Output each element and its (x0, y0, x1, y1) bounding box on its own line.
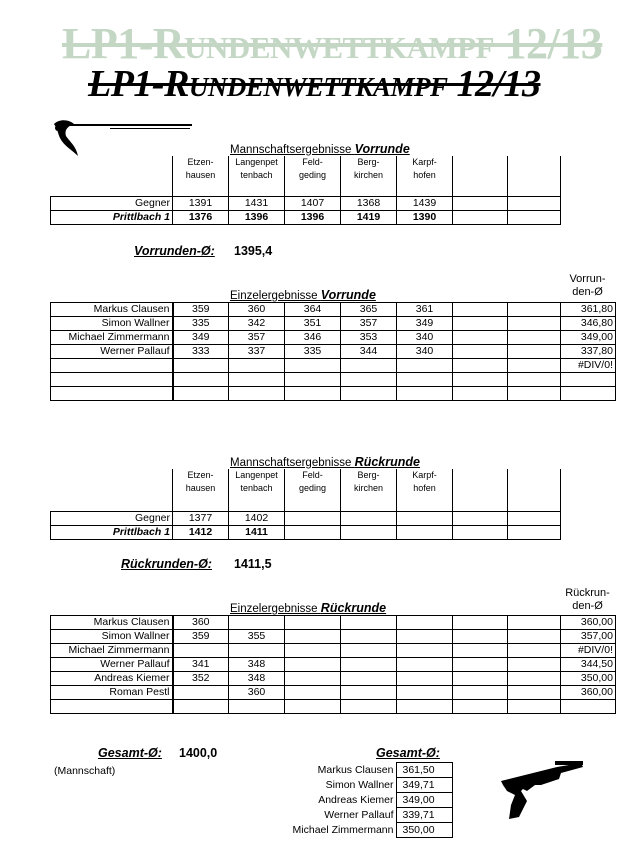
score-cell (397, 373, 453, 387)
rueckrunde-team-heading: Mannschaftsergebnisse Rückrunde (230, 455, 420, 469)
score-cell (173, 373, 229, 387)
shooter-name: Markus Clausen (51, 616, 173, 630)
team-header: Feld- geding (285, 469, 341, 511)
rueckrunde-ind-table (50, 615, 616, 714)
table-row (51, 644, 616, 658)
score-cell (285, 672, 341, 686)
avg-cell: 349,71 (396, 778, 452, 793)
score-cell: 340 (397, 331, 453, 345)
shooter-name: Werner Pallauf (51, 658, 173, 672)
logo-line (62, 124, 192, 126)
empty-cell (453, 630, 508, 644)
table-row (51, 317, 616, 331)
score-cell (285, 387, 341, 401)
avg-cell: 350,00 (561, 672, 616, 686)
team-header: Etzen- hausen (173, 469, 229, 511)
team-header: Feld- geding (285, 156, 341, 196)
score-cell (341, 700, 397, 714)
score-cell (173, 359, 229, 373)
team-header: Etzen- hausen (173, 156, 229, 196)
avg-cell: #DIV/0! (561, 359, 616, 373)
row-label: Prittlbach 1 (51, 525, 173, 539)
shooter-name: Simon Wallner (325, 778, 394, 791)
table-row (51, 345, 616, 359)
score-cell: 1377 (173, 511, 229, 525)
vorrunde-team-table (50, 156, 561, 225)
score-cell (397, 359, 453, 373)
score-cell (285, 359, 341, 373)
score-cell: 335 (285, 345, 341, 359)
score-cell: 360 (229, 686, 285, 700)
score-cell (229, 359, 285, 373)
score-cell (229, 644, 285, 658)
score-cell (285, 630, 341, 644)
score-cell (341, 686, 397, 700)
score-cell: 335 (173, 317, 229, 331)
empty-cell (453, 303, 508, 317)
score-cell (285, 700, 341, 714)
table-row (51, 630, 616, 644)
empty-cell (508, 630, 561, 644)
vorrunde-ind-heading: Einzelergebnisse Vorrunde (230, 288, 376, 302)
score-cell: 344 (341, 345, 397, 359)
shooter-name: Michael Zimmermann (292, 823, 394, 836)
score-cell (341, 511, 397, 525)
score-cell: 359 (173, 303, 229, 317)
table-row (278, 823, 452, 838)
table-row (278, 793, 452, 808)
air-pistol-icon (497, 755, 587, 825)
table-row (51, 511, 561, 525)
vorrunde-avg-label: Vorrunden-Ø: (134, 244, 215, 258)
table-row (51, 686, 616, 700)
score-cell: 359 (173, 630, 229, 644)
shooter-name (51, 387, 173, 401)
score-cell (173, 686, 229, 700)
empty-cell (508, 672, 561, 686)
score-cell (229, 387, 285, 401)
score-cell: 1407 (285, 196, 341, 210)
avg-cell: 361,50 (396, 763, 452, 778)
score-cell (173, 700, 229, 714)
vorrunde-avg-value: 1395,4 (234, 244, 273, 258)
shooter-name (51, 359, 173, 373)
avg-cell: 360,00 (561, 616, 616, 630)
score-cell: 340 (397, 345, 453, 359)
shooter-name: Simon Wallner (51, 630, 173, 644)
rueckrunde-avg-value: 1411,5 (234, 557, 272, 571)
score-cell (341, 672, 397, 686)
logo-line (110, 128, 190, 129)
score-cell (397, 630, 453, 644)
score-cell (285, 616, 341, 630)
score-cell (173, 387, 229, 401)
avg-cell: 344,50 (561, 658, 616, 672)
avg-cell: #DIV/0! (561, 644, 616, 658)
empty-cell (453, 331, 508, 345)
score-cell: 346 (285, 331, 341, 345)
score-cell: 1376 (173, 210, 229, 224)
score-cell (397, 672, 453, 686)
table-row (278, 808, 452, 823)
score-cell: 1412 (173, 525, 229, 539)
score-cell: 348 (229, 658, 285, 672)
rueckrunde-team-table (50, 469, 561, 540)
score-cell (397, 658, 453, 672)
score-cell (397, 616, 453, 630)
score-cell (285, 373, 341, 387)
rueckrunde-avg-header: Rückrun- den-Ø (565, 587, 610, 612)
table-row (51, 616, 616, 630)
shooter-name: Michael Zimmermann (51, 331, 173, 345)
score-cell: 337 (229, 345, 285, 359)
avg-cell: 346,80 (561, 317, 616, 331)
team-header: Langenpet tenbach (229, 156, 285, 196)
empty-cell (508, 317, 561, 331)
page-title: LP1-Rundenwettkampf 12/13 (88, 63, 541, 105)
shooter-name: Markus Clausen (317, 763, 394, 776)
score-cell (341, 359, 397, 373)
score-cell (397, 686, 453, 700)
score-cell: 360 (229, 303, 285, 317)
table-row (51, 210, 561, 224)
shooter-name: Roman Pestl (51, 686, 173, 700)
table-row (51, 525, 561, 539)
avg-cell: 337,80 (561, 345, 616, 359)
score-cell: 357 (229, 331, 285, 345)
empty-cell (453, 686, 508, 700)
table-row (51, 373, 616, 387)
avg-cell: 360,00 (561, 686, 616, 700)
score-cell (285, 644, 341, 658)
empty-cell (508, 359, 561, 373)
empty-cell (453, 345, 508, 359)
empty-cell (453, 700, 508, 714)
score-cell (173, 644, 229, 658)
score-cell: 349 (173, 331, 229, 345)
score-cell (341, 630, 397, 644)
shooter-name: Andreas Kiemer (51, 672, 173, 686)
score-cell (341, 658, 397, 672)
score-cell: 349 (397, 317, 453, 331)
score-cell (229, 616, 285, 630)
score-cell: 1439 (397, 196, 453, 210)
score-cell: 1368 (341, 196, 397, 210)
score-cell (341, 616, 397, 630)
table-row (51, 387, 616, 401)
avg-cell: 350,00 (396, 823, 452, 838)
empty-cell (508, 686, 561, 700)
team-header: Berg- kirchen (341, 156, 397, 196)
score-cell (285, 525, 341, 539)
score-cell: 1390 (397, 210, 453, 224)
shooter-name: Michael Zimmermann (51, 644, 173, 658)
score-cell (397, 525, 453, 539)
table-row (51, 303, 616, 317)
score-cell: 351 (285, 317, 341, 331)
shooter-name: Simon Wallner (51, 317, 173, 331)
empty-cell (453, 658, 508, 672)
score-cell: 1396 (285, 210, 341, 224)
gesamt-ind-table (278, 762, 453, 838)
rueckrunde-avg-label: Rückrunden-Ø: (121, 557, 212, 571)
score-cell: 355 (229, 630, 285, 644)
team-header: Karpf- hofen (397, 469, 453, 511)
score-cell (229, 700, 285, 714)
empty-cell (508, 331, 561, 345)
score-cell (397, 700, 453, 714)
team-header: Berg- kirchen (341, 469, 397, 511)
title-shadow: LP1-Rundenwettkampf 12/13 (62, 19, 603, 68)
empty-cell (453, 373, 508, 387)
table-row (51, 331, 616, 345)
shooter-name: Werner Pallauf (324, 808, 394, 821)
empty-cell (508, 644, 561, 658)
score-cell: 360 (173, 616, 229, 630)
table-row (51, 700, 616, 714)
avg-cell (561, 700, 616, 714)
gesamt-team-note: (Mannschaft) (54, 765, 116, 777)
score-cell: 1396 (229, 210, 285, 224)
empty-cell (508, 616, 561, 630)
score-cell: 341 (173, 658, 229, 672)
score-cell: 357 (341, 317, 397, 331)
score-cell: 1411 (229, 525, 285, 539)
score-cell (285, 511, 341, 525)
avg-cell: 361,80 (561, 303, 616, 317)
score-cell: 353 (341, 331, 397, 345)
row-label: Gegner (51, 511, 173, 525)
avg-cell: 349,00 (396, 793, 452, 808)
empty-cell (508, 373, 561, 387)
score-cell (397, 644, 453, 658)
empty-cell (453, 359, 508, 373)
vorrunde-team-heading: Mannschaftsergebnisse Vorrunde (230, 142, 410, 156)
row-label: Prittlbach 1 (51, 210, 173, 224)
score-cell (341, 373, 397, 387)
avg-cell: 357,00 (561, 630, 616, 644)
gesamt-ind-label: Gesamt-Ø: (376, 746, 440, 760)
score-cell: 1391 (173, 196, 229, 210)
empty-cell (508, 345, 561, 359)
empty-cell (508, 387, 561, 401)
empty-cell (453, 616, 508, 630)
rueckrunde-ind-heading: Einzelergebnisse Rückrunde (230, 601, 387, 615)
score-cell: 348 (229, 672, 285, 686)
empty-cell (453, 387, 508, 401)
score-cell (341, 387, 397, 401)
score-cell: 352 (173, 672, 229, 686)
shooter-name: Markus Clausen (51, 303, 173, 317)
score-cell (341, 644, 397, 658)
score-cell (285, 658, 341, 672)
avg-cell: 339,71 (396, 808, 452, 823)
table-row (51, 196, 561, 210)
score-cell: 364 (285, 303, 341, 317)
score-cell (229, 373, 285, 387)
score-cell (341, 525, 397, 539)
table-row (278, 778, 452, 793)
empty-cell (453, 317, 508, 331)
table-row (51, 658, 616, 672)
empty-cell (453, 672, 508, 686)
team-header: Langenpet tenbach (229, 469, 285, 511)
avg-cell (561, 387, 616, 401)
score-cell (397, 387, 453, 401)
avg-cell (561, 373, 616, 387)
score-cell: 333 (173, 345, 229, 359)
team-header-row (51, 156, 561, 196)
score-cell: 1402 (229, 511, 285, 525)
gesamt-team-label: Gesamt-Ø: (98, 746, 162, 760)
score-cell: 1431 (229, 196, 285, 210)
shooter-name: Werner Pallauf (51, 345, 173, 359)
empty-cell (508, 658, 561, 672)
score-cell (397, 511, 453, 525)
vorrunde-avg-header: Vorrun- den-Ø (569, 273, 606, 298)
row-label: Gegner (51, 196, 173, 210)
club-logo-icon (50, 114, 90, 160)
team-header-row (51, 469, 561, 511)
shooter-name (51, 373, 173, 387)
gesamt-team-value: 1400,0 (179, 746, 218, 760)
team-header: Karpf- hofen (397, 156, 453, 196)
avg-cell: 349,00 (561, 331, 616, 345)
score-cell: 361 (397, 303, 453, 317)
table-row (51, 672, 616, 686)
shooter-name: Andreas Kiemer (318, 793, 394, 806)
score-cell: 1419 (341, 210, 397, 224)
table-row (278, 763, 452, 778)
score-cell (285, 686, 341, 700)
score-cell: 365 (341, 303, 397, 317)
shooter-name (51, 700, 173, 714)
table-row (51, 359, 616, 373)
empty-cell (508, 700, 561, 714)
vorrunde-ind-table (50, 302, 616, 401)
empty-cell (508, 303, 561, 317)
empty-cell (453, 644, 508, 658)
score-cell: 342 (229, 317, 285, 331)
